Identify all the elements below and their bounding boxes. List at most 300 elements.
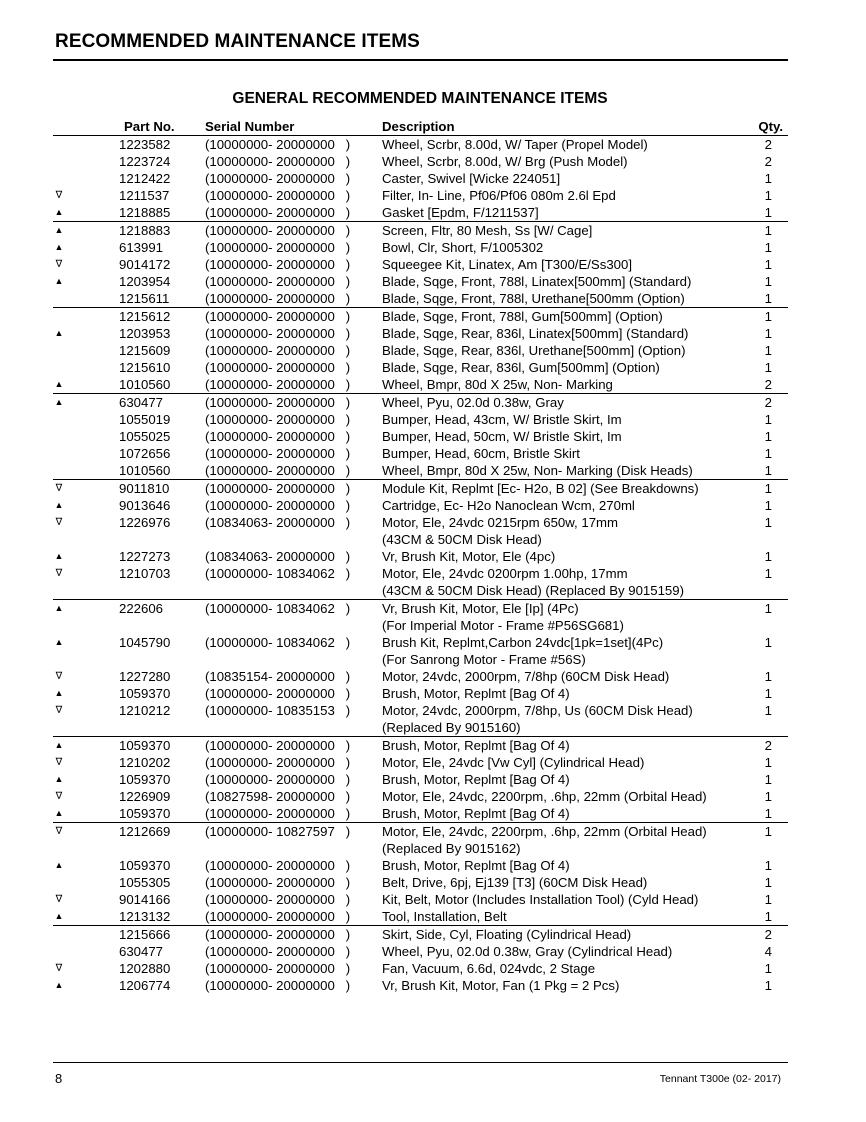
description <box>382 136 648 153</box>
serial-range: (10000000- 20000000 ) <box>205 309 351 324</box>
filled-triangle-icon: ▲ <box>54 774 64 784</box>
description-line: Wheel, Scrbr, 8.00d, W/ Taper (Propel Model) <box>382 137 648 152</box>
quantity: 1 <box>764 274 772 289</box>
part-number: 1215611 <box>119 291 170 306</box>
table-row <box>53 376 788 394</box>
table-row <box>53 290 788 308</box>
part-number: 1227280 <box>119 669 171 684</box>
description <box>382 480 699 497</box>
filled-triangle-icon: ▲ <box>54 242 64 252</box>
description-line: Motor, Ele, 24vdc 0200rpm 1.00hp, 17mm <box>382 566 628 581</box>
table-row <box>53 548 788 565</box>
table-row <box>53 428 788 445</box>
description <box>382 170 560 187</box>
description <box>382 977 619 994</box>
description-line: Gasket [Epdm, F/1211537] <box>382 205 539 220</box>
table-row <box>53 737 788 754</box>
part-number: 1223724 <box>119 154 171 169</box>
table-row <box>53 565 788 600</box>
description <box>382 943 672 960</box>
quantity: 1 <box>764 858 772 873</box>
table-row <box>53 805 788 823</box>
table-row <box>53 153 788 170</box>
quantity: 1 <box>764 635 772 650</box>
description <box>382 187 616 204</box>
quantity: 1 <box>764 515 772 530</box>
serial-range: (10000000- 20000000 ) <box>205 909 351 924</box>
part-number: 1045790 <box>119 635 171 650</box>
table-row <box>53 891 788 908</box>
description-line: Cartridge, Ec- H2o Nanoclean Wcm, 270ml <box>382 498 635 513</box>
description-line: Wheel, Pyu, 02.0d 0.38w, Gray <box>382 395 564 410</box>
part-number: 1059370 <box>119 806 171 821</box>
filled-triangle-icon: ▲ <box>54 740 64 750</box>
part-number: 9013646 <box>119 498 171 513</box>
description <box>382 222 592 239</box>
description <box>382 685 570 702</box>
serial-range: (10827598- 20000000 ) <box>205 789 351 804</box>
part-number: 613991 <box>119 240 164 255</box>
quantity: 1 <box>764 772 772 787</box>
description-line: Tool, Installation, Belt <box>382 909 507 924</box>
filled-triangle-icon: ▲ <box>54 980 64 990</box>
description-line: Motor, Ele, 24vdc 0215rpm 650w, 17mm <box>382 515 619 530</box>
page-title: RECOMMENDED MAINTENANCE ITEMS <box>55 31 420 52</box>
description-line: Wheel, Pyu, 02.0d 0.38w, Gray (Cylindrical Head) <box>382 944 673 959</box>
description <box>382 239 543 256</box>
part-number: 1211537 <box>119 188 170 203</box>
part-number: 630477 <box>119 944 164 959</box>
open-triangle-icon: ∇ <box>55 705 63 716</box>
quantity: 2 <box>764 395 772 410</box>
part-number: 1203954 <box>119 274 171 289</box>
description-line: Screen, Fltr, 80 Mesh, Ss [W/ Cage] <box>382 223 593 238</box>
table-row <box>53 788 788 805</box>
table-row <box>53 874 788 891</box>
part-number: 1218885 <box>119 205 171 220</box>
quantity: 1 <box>764 686 772 701</box>
footer-document-id: Tennant T300e (02- 2017) <box>659 1073 781 1085</box>
description-line: (43CM & 50CM Disk Head) <box>382 532 542 547</box>
title-divider <box>53 59 788 61</box>
table-row <box>53 771 788 788</box>
quantity: 1 <box>764 875 772 890</box>
part-number: 9011810 <box>119 481 170 496</box>
serial-range: (10000000- 20000000 ) <box>205 498 351 513</box>
serial-range: (10000000- 20000000 ) <box>205 686 351 701</box>
serial-range: (10834063- 20000000 ) <box>205 515 351 530</box>
part-number: 9014172 <box>119 257 171 272</box>
serial-range: (10000000- 20000000 ) <box>205 875 351 890</box>
description-line: Motor, Ele, 24vdc, 2200rpm, .6hp, 22mm (Orbital Head) <box>382 824 707 839</box>
filled-triangle-icon: ▲ <box>54 603 64 613</box>
serial-range: (10000000- 20000000 ) <box>205 772 351 787</box>
description <box>382 445 580 462</box>
quantity: 1 <box>764 566 772 581</box>
description <box>382 788 707 805</box>
description <box>382 874 647 891</box>
part-number: 1055019 <box>119 412 171 427</box>
header-serial-number: Serial Number <box>205 119 295 134</box>
description-line: Blade, Sqge, Front, 788l, Gum[500mm] (Option) <box>382 309 663 324</box>
serial-range: (10000000- 20000000 ) <box>205 274 351 289</box>
serial-range: (10000000- 20000000 ) <box>205 291 351 306</box>
serial-range: (10000000- 20000000 ) <box>205 137 351 152</box>
serial-range: (10000000- 20000000 ) <box>205 806 351 821</box>
part-number: 1215610 <box>119 360 171 375</box>
header-description: Description <box>382 119 455 134</box>
table-row <box>53 754 788 771</box>
quantity: 1 <box>764 240 772 255</box>
serial-range: (10000000- 20000000 ) <box>205 927 351 942</box>
filled-triangle-icon: ▲ <box>54 397 64 407</box>
description-line: Brush, Motor, Replmt [Bag Of 4) <box>382 738 570 753</box>
quantity: 4 <box>764 944 772 959</box>
serial-range: (10000000- 20000000 ) <box>205 961 351 976</box>
quantity: 1 <box>764 360 772 375</box>
part-number: 1059370 <box>119 858 171 873</box>
description <box>382 565 684 599</box>
filled-triangle-icon: ▲ <box>54 328 64 338</box>
table-row <box>53 222 788 239</box>
description <box>382 428 622 445</box>
open-triangle-icon: ∇ <box>55 757 63 768</box>
serial-range: (10000000- 20000000 ) <box>205 223 351 238</box>
part-number: 1059370 <box>119 772 171 787</box>
table-row <box>53 600 788 634</box>
description-line: Wheel, Scrbr, 8.00d, W/ Brg (Push Model) <box>382 154 628 169</box>
table-row <box>53 411 788 428</box>
part-number: 222606 <box>119 601 164 616</box>
table-row <box>53 325 788 342</box>
serial-range: (10000000- 20000000 ) <box>205 738 351 753</box>
header-qty: Qty. <box>758 119 783 134</box>
table-row <box>53 908 788 926</box>
serial-range: (10000000- 20000000 ) <box>205 412 351 427</box>
description-line: Blade, Sqge, Rear, 836l, Gum[500mm] (Option) <box>382 360 660 375</box>
quantity: 1 <box>764 291 772 306</box>
description-line: Skirt, Side, Cyl, Floating (Cylindrical Head) <box>382 927 632 942</box>
filled-triangle-icon: ▲ <box>54 276 64 286</box>
description <box>382 891 698 908</box>
description-line: Filter, In- Line, Pf06/Pf06 080m 2.6l Epd <box>382 188 616 203</box>
table-row <box>53 685 788 702</box>
description <box>382 308 663 325</box>
description-line: Vr, Brush Kit, Motor, Fan (1 Pkg = 2 Pcs) <box>382 978 620 993</box>
table-row <box>53 668 788 685</box>
description <box>382 668 669 685</box>
description-line: Bowl, Clr, Short, F/1005302 <box>382 240 544 255</box>
filled-triangle-icon: ▲ <box>54 207 64 217</box>
quantity: 1 <box>764 412 772 427</box>
table-row <box>53 273 788 290</box>
part-number: 1215612 <box>119 309 171 324</box>
serial-range: (10000000- 10834062 ) <box>205 566 351 581</box>
description <box>382 737 570 754</box>
description-line: Module Kit, Replmt [Ec- H2o, B 02] (See Breakdowns) <box>382 481 699 496</box>
description-line: Caster, Swivel [Wicke 224051] <box>382 171 561 186</box>
table-row <box>53 170 788 187</box>
description <box>382 514 618 548</box>
open-triangle-icon: ∇ <box>55 190 63 201</box>
part-number: 9014166 <box>119 892 171 907</box>
quantity: 2 <box>764 927 772 942</box>
description-line: Brush, Motor, Replmt [Bag Of 4) <box>382 858 570 873</box>
quantity: 1 <box>764 755 772 770</box>
serial-range: (10000000- 20000000 ) <box>205 481 351 496</box>
description <box>382 394 564 411</box>
filled-triangle-icon: ▲ <box>54 500 64 510</box>
description <box>382 805 570 822</box>
open-triangle-icon: ∇ <box>55 791 63 802</box>
serial-range: (10000000- 20000000 ) <box>205 154 351 169</box>
part-number: 1227273 <box>119 549 171 564</box>
part-number: 1213132 <box>119 909 171 924</box>
part-number: 1223582 <box>119 137 171 152</box>
description-line: Bumper, Head, 50cm, W/ Bristle Skirt, Im <box>382 429 622 444</box>
part-number: 1059370 <box>119 686 171 701</box>
part-number: 1010560 <box>119 377 171 392</box>
part-number: 1059370 <box>119 738 171 753</box>
description <box>382 411 622 428</box>
part-number: 1203953 <box>119 326 171 341</box>
serial-range: (10000000- 20000000 ) <box>205 257 351 272</box>
part-number: 1055305 <box>119 875 171 890</box>
part-number: 1212669 <box>119 824 171 839</box>
description <box>382 634 663 668</box>
serial-range: (10000000- 20000000 ) <box>205 944 351 959</box>
part-number: 1218883 <box>119 223 171 238</box>
description-line: Brush, Motor, Replmt [Bag Of 4) <box>382 772 570 787</box>
table-row <box>53 394 788 411</box>
description-line: Motor, 24vdc, 2000rpm, 7/8hp (60CM Disk Head) <box>382 669 670 684</box>
serial-range: (10000000- 20000000 ) <box>205 360 351 375</box>
serial-range: (10000000- 20000000 ) <box>205 395 351 410</box>
description <box>382 462 693 479</box>
description-line: (Replaced By 9015160) <box>382 720 521 735</box>
description <box>382 256 632 273</box>
quantity: 1 <box>764 892 772 907</box>
part-number: 1226976 <box>119 515 171 530</box>
part-number: 1202880 <box>119 961 171 976</box>
description <box>382 823 707 857</box>
quantity: 2 <box>764 137 772 152</box>
description <box>382 926 631 943</box>
table-row <box>53 359 788 376</box>
table-row <box>53 857 788 874</box>
quantity: 1 <box>764 429 772 444</box>
quantity: 1 <box>764 481 772 496</box>
serial-range: (10000000- 10834062 ) <box>205 601 351 616</box>
serial-range: (10000000- 10835153 ) <box>205 703 351 718</box>
quantity: 2 <box>764 738 772 753</box>
quantity: 1 <box>764 343 772 358</box>
serial-range: (10000000- 20000000 ) <box>205 171 351 186</box>
table-body <box>53 136 788 994</box>
description-line: Bumper, Head, 60cm, Bristle Skirt <box>382 446 580 461</box>
table-header <box>53 118 788 136</box>
serial-range: (10834063- 20000000 ) <box>205 549 351 564</box>
filled-triangle-icon: ▲ <box>54 225 64 235</box>
serial-range: (10000000- 20000000 ) <box>205 978 351 993</box>
table-row <box>53 497 788 514</box>
quantity: 1 <box>764 909 772 924</box>
open-triangle-icon: ∇ <box>55 894 63 905</box>
serial-range: (10000000- 20000000 ) <box>205 377 351 392</box>
table-row <box>53 187 788 204</box>
table-row <box>53 960 788 977</box>
description-line: Motor, 24vdc, 2000rpm, 7/8hp, Us (60CM Disk Head) <box>382 703 693 718</box>
quantity: 1 <box>764 257 772 272</box>
serial-range: (10000000- 20000000 ) <box>205 188 351 203</box>
open-triangle-icon: ∇ <box>55 671 63 682</box>
open-triangle-icon: ∇ <box>55 826 63 837</box>
description-line: Brush, Motor, Replmt [Bag Of 4) <box>382 806 570 821</box>
quantity: 1 <box>764 446 772 461</box>
description <box>382 960 595 977</box>
table-row <box>53 514 788 548</box>
quantity: 1 <box>764 205 772 220</box>
quantity: 1 <box>764 669 772 684</box>
serial-range: (10000000- 20000000 ) <box>205 205 351 220</box>
table-row <box>53 702 788 737</box>
part-number: 1210202 <box>119 755 171 770</box>
section-title: GENERAL RECOMMENDED MAINTENANCE ITEMS <box>232 90 608 107</box>
description <box>382 600 624 634</box>
description-line: Wheel, Bmpr, 80d X 25w, Non- Marking (Disk Heads) <box>382 463 693 478</box>
description <box>382 204 539 221</box>
description-line: Vr, Brush Kit, Motor, Ele (4pc) <box>382 549 556 564</box>
table-row <box>53 256 788 273</box>
filled-triangle-icon: ▲ <box>54 551 64 561</box>
table-row <box>53 204 788 222</box>
part-number: 1212422 <box>119 171 171 186</box>
table-row <box>53 136 788 153</box>
page-number: 8 <box>55 1071 63 1086</box>
description-line: Fan, Vacuum, 6.6d, 024vdc, 2 Stage <box>382 961 596 976</box>
table-row <box>53 943 788 960</box>
serial-range: (10835154- 20000000 ) <box>205 669 351 684</box>
open-triangle-icon: ∇ <box>55 963 63 974</box>
description-line: Wheel, Bmpr, 80d X 25w, Non- Marking <box>382 377 613 392</box>
description <box>382 771 570 788</box>
description <box>382 359 660 376</box>
description <box>382 857 570 874</box>
description-line: (For Sanrong Motor - Frame #56S) <box>382 652 586 667</box>
table-row <box>53 634 788 668</box>
serial-range: (10000000- 20000000 ) <box>205 755 351 770</box>
filled-triangle-icon: ▲ <box>54 808 64 818</box>
description <box>382 702 693 736</box>
description-line: Belt, Drive, 6pj, Ej139 [T3] (60CM Disk Head) <box>382 875 648 890</box>
description <box>382 342 685 359</box>
table-row <box>53 445 788 462</box>
description <box>382 273 691 290</box>
description-line: Motor, Ele, 24vdc [Vw Cyl] (Cylindrical Head) <box>382 755 645 770</box>
serial-range: (10000000- 20000000 ) <box>205 858 351 873</box>
quantity: 1 <box>764 703 772 718</box>
table-row <box>53 977 788 994</box>
header-part-no: Part No. <box>124 119 175 134</box>
description <box>382 153 628 170</box>
quantity: 1 <box>764 309 772 324</box>
part-number: 1072656 <box>119 446 171 461</box>
description-line: (43CM & 50CM Disk Head) (Replaced By 9015159) <box>382 583 684 598</box>
description <box>382 548 555 565</box>
description-line: Squeegee Kit, Linatex, Am [T300/E/Ss300] <box>382 257 632 272</box>
description-line: Bumper, Head, 43cm, W/ Bristle Skirt, Im <box>382 412 622 427</box>
description-line: Blade, Sqge, Front, 788l, Linatex[500mm] (Standard) <box>382 274 692 289</box>
description-line: (For Imperial Motor - Frame #P56SG681) <box>382 618 624 633</box>
quantity: 2 <box>764 377 772 392</box>
quantity: 1 <box>764 824 772 839</box>
quantity: 1 <box>764 188 772 203</box>
footer-divider <box>53 1062 788 1063</box>
table-row <box>53 926 788 943</box>
quantity: 1 <box>764 789 772 804</box>
description-line: Blade, Sqge, Rear, 836l, Urethane[500mm] (Option) <box>382 343 686 358</box>
table-row <box>53 823 788 857</box>
serial-range: (10000000- 20000000 ) <box>205 343 351 358</box>
open-triangle-icon: ∇ <box>55 259 63 270</box>
quantity: 1 <box>764 223 772 238</box>
description <box>382 908 507 925</box>
description <box>382 376 613 393</box>
quantity: 1 <box>764 806 772 821</box>
serial-range: (10000000- 20000000 ) <box>205 446 351 461</box>
quantity: 1 <box>764 549 772 564</box>
filled-triangle-icon: ▲ <box>54 688 64 698</box>
serial-range: (10000000- 10827597 ) <box>205 824 351 839</box>
part-number: 1010560 <box>119 463 171 478</box>
table-row <box>53 480 788 497</box>
serial-range: (10000000- 20000000 ) <box>205 463 351 478</box>
table-row <box>53 308 788 325</box>
description-line: Blade, Sqge, Front, 788l, Urethane[500mm (Option) <box>382 291 685 306</box>
description-line: Blade, Sqge, Rear, 836l, Linatex[500mm] (Standard) <box>382 326 689 341</box>
serial-range: (10000000- 10834062 ) <box>205 635 351 650</box>
parts-table <box>53 118 788 994</box>
filled-triangle-icon: ▲ <box>54 379 64 389</box>
serial-range: (10000000- 20000000 ) <box>205 240 351 255</box>
part-number: 1215666 <box>119 927 171 942</box>
quantity: 1 <box>764 961 772 976</box>
part-number: 1210212 <box>119 703 171 718</box>
quantity: 1 <box>764 171 772 186</box>
open-triangle-icon: ∇ <box>55 517 63 528</box>
table-row <box>53 342 788 359</box>
filled-triangle-icon: ▲ <box>54 911 64 921</box>
table-row <box>53 239 788 256</box>
part-number: 630477 <box>119 395 164 410</box>
quantity: 1 <box>764 978 772 993</box>
quantity: 1 <box>764 463 772 478</box>
description <box>382 497 635 514</box>
quantity: 1 <box>764 601 772 616</box>
quantity: 1 <box>764 498 772 513</box>
open-triangle-icon: ∇ <box>55 483 63 494</box>
part-number: 1226909 <box>119 789 171 804</box>
description-line: Brush, Motor, Replmt [Bag Of 4) <box>382 686 570 701</box>
description <box>382 754 644 771</box>
table-row <box>53 462 788 480</box>
quantity: 1 <box>764 326 772 341</box>
part-number: 1210703 <box>119 566 171 581</box>
part-number: 1215609 <box>119 343 171 358</box>
part-number: 1055025 <box>119 429 171 444</box>
description-line: Kit, Belt, Motor (Includes Installation Tool) (Cyld Head) <box>382 892 699 907</box>
description-line: Brush Kit, Replmt,Carbon 24vdc[1pk=1set](4Pc) <box>382 635 664 650</box>
